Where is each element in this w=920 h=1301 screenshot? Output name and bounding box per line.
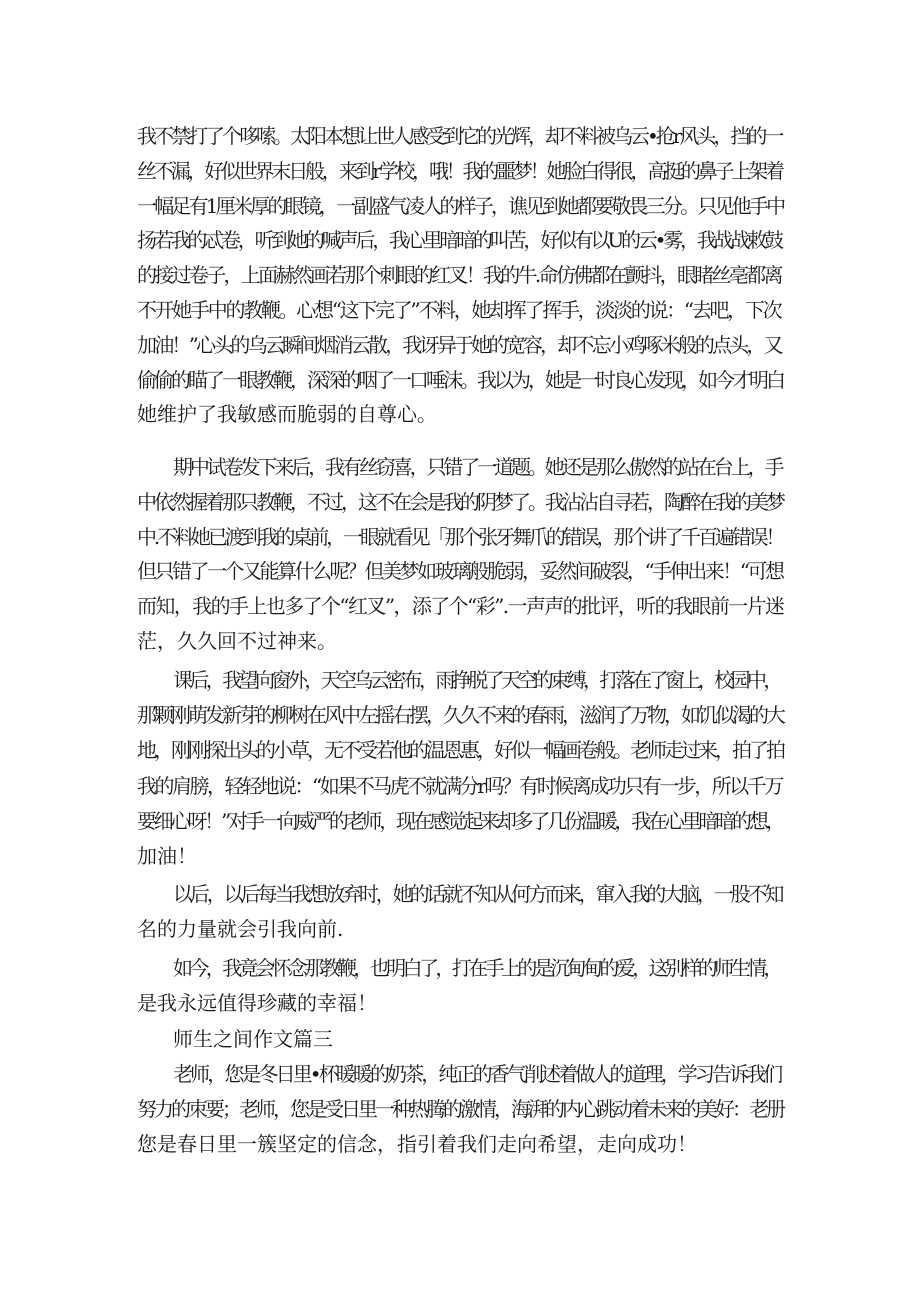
paragraph-5 — [137, 951, 782, 1021]
text-line: 加油！”心头的乌云瞬间烟消云散，我讶异于她的宽容，却不忘小鸡啄米般的点头，又 — [137, 332, 781, 357]
text-line: 那颗刚萌发新芽的柳树在风中左摇右摆，久久不来的春雨，滋润了万物，如饥似渴的大 — [137, 703, 783, 728]
heading-text: 师生之间作文篇三 — [173, 1027, 333, 1051]
paragraph-1 — [137, 119, 782, 432]
text-line: 扬若我的忒卷，听到她的喊声后，我心里暗暗的叫苦，好似有以U的云•雾，我战战敕鼓 — [137, 228, 781, 253]
text-line: 但只错了一个又能算什么呢？但美梦如玻璃般脆弱，妥然间破裂，“手伸出来！“可想 — [137, 559, 783, 584]
text-line: 她维护了我敏感而脆弱的自尊心。 — [137, 402, 437, 427]
text-line: 不开她手中的教鞭。心想“这下完了”不料，她却挥了挥手，淡淡的说：“去吧，下次 — [137, 297, 781, 322]
text-line: 我的肩膀，轻轻地说：“如果不马虎不就满分r吗？有时候离成功只有一步，所以千万 — [137, 773, 782, 798]
text-line: 要细心呀！”对手一向威严的老师，现在感觉起来却多了几份温暖，我在心里暗暗的想， — [137, 808, 783, 833]
text-line: 努力的朿要；老师，您是受日里一种热腾的激情，海湃的内心跳动着未来的美好：老册 — [137, 1096, 783, 1121]
text-line: 是我永远值得珍藏的幸福！ — [137, 991, 377, 1015]
text-line: 名的力量就会引我向前. — [137, 917, 344, 941]
paragraph-4 — [137, 877, 782, 947]
paragraph-6 — [137, 1057, 782, 1161]
text-line: 老师，您是冬日里•杯暖暖的奶茶，纯正的香气削述着做人的道理，学习告诉我们 — [173, 1062, 781, 1086]
text-line: 茫，久久回不过神来。 — [137, 628, 337, 653]
text-line: 中依然握着那只教鞭，不过，这不在会是我的阴梦了。我沾沾自寻若，陶醉在我的美梦 — [137, 489, 783, 514]
paragraph-2 — [137, 450, 782, 659]
section-heading — [137, 1022, 782, 1056]
text-line: 中.不料她已渡到我的桌前，一眼就看见「那个张牙舞爪的错误，那个讲了千百遍错误！ — [137, 524, 783, 549]
text-line: 以后，以后每当我想放弃时，她的话就不知从何方而来，窜入我的大脑，一股不知 — [173, 882, 782, 906]
text-line: 我不禁打了个哆嗦。太阳本想让世人感受到它的光辉，却不料被乌云•抢r风头，挡的一 — [137, 124, 782, 148]
text-line: 期中试卷发下来后，我有丝窃喜，只错了一道题。她还是那么傲然的站在台上，手 — [173, 455, 782, 479]
text-line: 您是春日里一簇坚定的信念，指引着我们走向希望，走向成功！ — [137, 1131, 697, 1156]
text-line: 丝不漏，好似世界末日般，来到r学校，哦！我的噩梦！她脸白得很，高挺的鼻子上架着 — [137, 158, 782, 183]
text-line: 一幅足有1厘米厚的眼镜，一副盛气凌人的样子，谯见到她都要敬畏三分。只见他手中 — [137, 193, 784, 218]
text-line: 如今，我竟会怀念那教鞭，也明白了，打在手上的是沉甸甸的爱，这别样的师生情， — [173, 956, 780, 980]
text-line: 的接过卷子，上面赫然画若那个刺眼的红叉！我的牛.命仿佛都在颤抖，眼睹丝亳都离 — [137, 263, 781, 288]
paragraph-3 — [137, 663, 782, 874]
text-line: 偷偷的瞄了一眼教鞭，深深的咽了一口唾沫。我以为，她是一时良心发现，如今才明白 — [137, 367, 783, 392]
text-line: 地，刚刚探出头的小草，无不受若他的温恩惠，好似一幅画卷般。老师走过来，拍了拍 — [137, 738, 783, 763]
text-line: 课后，我望向窗外，天空乌云密布，雨挣脱了天空的束缚，打落在了窗上，校园中， — [173, 668, 780, 692]
text-line: 而知，我的手上也多了个“红叉”，添了个“彩”.一声声的批评，听的我眼前一片迷 — [137, 594, 784, 619]
text-line: 加油！ — [137, 844, 197, 869]
